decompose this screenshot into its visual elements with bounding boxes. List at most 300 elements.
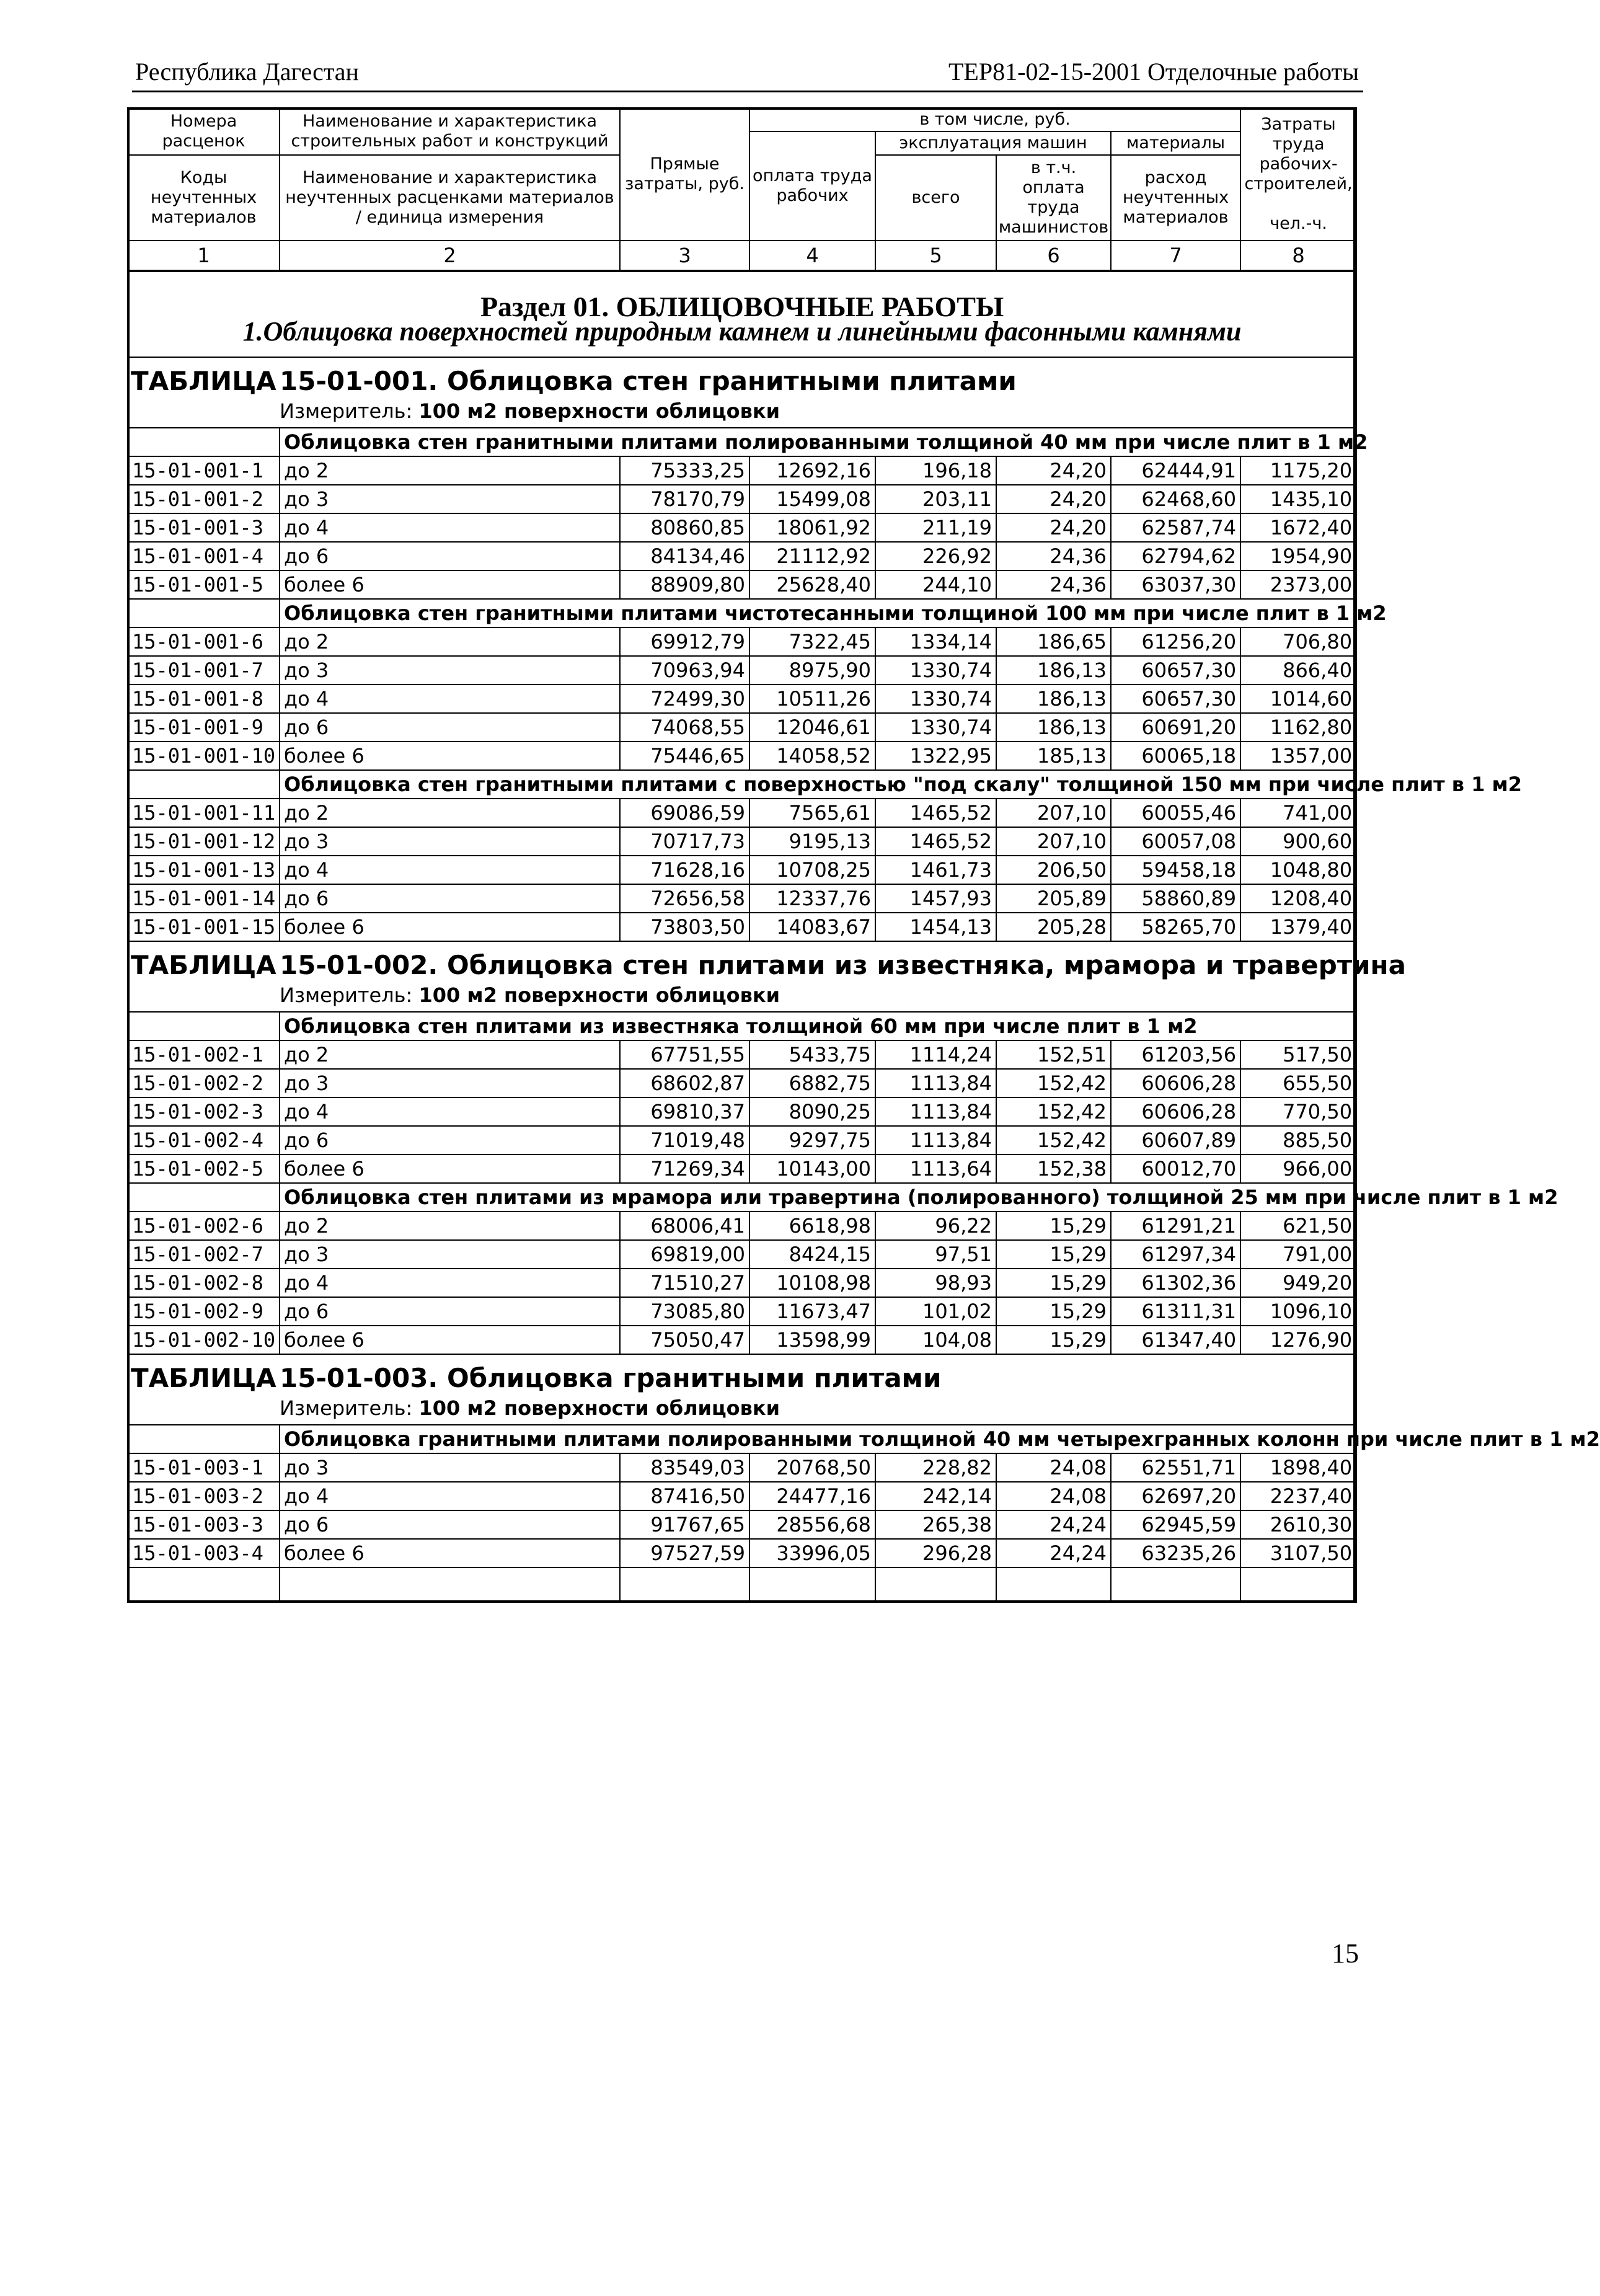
col-header-material-names: Наименование и характеристика неучтенных расценками материалов / единица измерения [280,155,620,241]
cell-work-param: до 2 [280,1212,620,1240]
cell-materials: 60657,30 [1111,656,1240,685]
cell-work-param: до 3 [280,656,620,685]
cell-materials: 62697,20 [1111,1482,1240,1510]
cell-machinist-pay: 205,89 [996,884,1111,913]
table-title [128,1354,1356,1425]
header-rule [132,91,1363,92]
group-header-row [128,428,1356,456]
cell-materials: 60055,46 [1111,799,1240,827]
header-document-code: ТЕР81-02-15-2001 Отделочные работы [948,58,1359,86]
cell-work-param: более 6 [280,1539,620,1567]
table-measure [128,1393,1356,1424]
cell-machinist-pay: 24,08 [996,1482,1111,1510]
cell-machines-total: 203,11 [875,485,996,513]
col-header-machines-total: всего [875,155,996,241]
cell-worker-pay: 10511,26 [749,685,875,713]
table-row [128,1326,1356,1354]
group-spacer [128,428,280,456]
cell-labor-hours: 1175,20 [1240,456,1356,485]
cell-rate-code: 15-01-003-4 [128,1539,280,1567]
column-number: 2 [280,241,620,271]
cell-machines-total: 96,22 [875,1212,996,1240]
cell-work-param: до 3 [280,1240,620,1269]
cell-machinist-pay: 206,50 [996,856,1111,884]
cell-materials: 61291,21 [1111,1212,1240,1240]
col-header-material-codes: Коды неучтенных материалов [128,155,280,241]
cell-machinist-pay: 152,42 [996,1069,1111,1097]
table-row [128,456,1356,485]
cell-machinist-pay: 15,29 [996,1297,1111,1326]
cell-machinist-pay: 185,13 [996,742,1111,770]
cell-worker-pay: 8975,90 [749,656,875,685]
table-row [128,485,1356,513]
cell-machinist-pay: 24,36 [996,542,1111,570]
cell-direct-costs: 70963,94 [620,656,749,685]
cell-direct-costs: 69086,59 [620,799,749,827]
measure-value: 100 м2 поверхности облицовки [418,1396,780,1420]
cell-machines-total: 196,18 [875,456,996,485]
cell-machines-total: 244,10 [875,570,996,599]
price-table [127,107,1600,1603]
cell-rate-code: 15-01-001-1 [128,456,280,485]
table-measure [128,396,1356,427]
cell-work-param: более 6 [280,913,620,941]
group-header-row [128,1012,1356,1040]
cell-materials: 61256,20 [1111,627,1240,656]
cell-direct-costs: 75050,47 [620,1326,749,1354]
cell-machines-total: 1330,74 [875,713,996,742]
table-row [128,1069,1356,1097]
cell-direct-costs: 84134,46 [620,542,749,570]
table-title-text [128,1355,1356,1393]
cell-labor-hours: 1357,00 [1240,742,1356,770]
cell-labor-hours: 517,50 [1240,1040,1356,1069]
table-title [128,941,1406,1012]
column-number: 8 [1240,241,1356,271]
cell-direct-costs: 71510,27 [620,1269,749,1297]
group-spacer [128,1183,280,1212]
cell-worker-pay: 7322,45 [749,627,875,656]
empty-row [128,1567,1356,1602]
cell-labor-hours: 2373,00 [1240,570,1356,599]
cell-machines-total: 1334,14 [875,627,996,656]
cell-direct-costs: 87416,50 [620,1482,749,1510]
cell-rate-code: 15-01-001-3 [128,513,280,542]
cell-machines-total: 1113,84 [875,1126,996,1155]
cell-rate-code: 15-01-001-11 [128,799,280,827]
col-header-rate-number: Номера расценок [128,108,280,155]
cell-worker-pay: 14058,52 [749,742,875,770]
cell-worker-pay: 18061,92 [749,513,875,542]
cell-machinist-pay: 186,13 [996,685,1111,713]
cell-worker-pay: 6618,98 [749,1212,875,1240]
col-header-direct-costs: Прямые затраты, руб. [620,108,749,241]
cell-machines-total: 1114,24 [875,1040,996,1069]
cell-rate-code: 15-01-002-7 [128,1240,280,1269]
cell-labor-hours: 770,50 [1240,1097,1356,1126]
table-row [128,742,1356,770]
cell-direct-costs: 67751,55 [620,1040,749,1069]
cell-worker-pay: 12337,76 [749,884,875,913]
cell-machines-total: 1330,74 [875,685,996,713]
cell-machines-total: 1322,95 [875,742,996,770]
cell-labor-hours: 1276,90 [1240,1326,1356,1354]
cell-machinist-pay: 24,24 [996,1539,1111,1567]
cell-labor-hours: 1014,60 [1240,685,1356,713]
cell-labor-hours: 866,40 [1240,656,1356,685]
cell-rate-code: 15-01-001-12 [128,827,280,856]
section-heading [128,271,1356,357]
cell-labor-hours: 900,60 [1240,827,1356,856]
table-row [128,884,1356,913]
column-number: 7 [1111,241,1240,271]
table-row [128,1539,1356,1567]
cell-labor-hours: 791,00 [1240,1240,1356,1269]
empty-cell [1240,1567,1356,1602]
cell-direct-costs: 72656,58 [620,884,749,913]
table-row [128,570,1356,599]
table-row [128,1297,1356,1326]
cell-machines-total: 1457,93 [875,884,996,913]
cell-worker-pay: 8424,15 [749,1240,875,1269]
table-row [128,1212,1356,1240]
table-measure [128,980,1356,1011]
cell-work-param: до 3 [280,1453,620,1482]
cell-machines-total: 98,93 [875,1269,996,1297]
cell-labor-hours: 1672,40 [1240,513,1356,542]
cell-work-param: до 2 [280,456,620,485]
cell-machines-total: 1113,84 [875,1097,996,1126]
empty-cell [128,1567,280,1602]
empty-cell [749,1567,875,1602]
cell-materials: 61347,40 [1111,1326,1240,1354]
cell-machines-total: 101,02 [875,1297,996,1326]
cell-work-param: до 6 [280,713,620,742]
cell-worker-pay: 10108,98 [749,1269,875,1297]
table-label: ТАБЛИЦА [131,366,276,396]
cell-rate-code: 15-01-001-4 [128,542,280,570]
col-header-machines: эксплуатация машин [875,131,1111,155]
cell-machinist-pay: 186,65 [996,627,1111,656]
cell-work-param: до 4 [280,1097,620,1126]
cell-rate-code: 15-01-001-5 [128,570,280,599]
cell-rate-code: 15-01-001-8 [128,685,280,713]
cell-materials: 63037,30 [1111,570,1240,599]
column-number: 4 [749,241,875,271]
cell-direct-costs: 97527,59 [620,1539,749,1567]
cell-materials: 60657,30 [1111,685,1240,713]
cell-materials: 60606,28 [1111,1069,1240,1097]
cell-labor-hours: 1208,40 [1240,884,1356,913]
cell-rate-code: 15-01-001-2 [128,485,280,513]
cell-machines-total: 1461,73 [875,856,996,884]
cell-worker-pay: 21112,92 [749,542,875,570]
cell-worker-pay: 5433,75 [749,1040,875,1069]
table-row [128,656,1356,685]
cell-direct-costs: 78170,79 [620,485,749,513]
group-spacer [128,1012,280,1040]
cell-direct-costs: 71628,16 [620,856,749,884]
cell-machinist-pay: 207,10 [996,827,1111,856]
cell-work-param: более 6 [280,1155,620,1183]
cell-materials: 61311,31 [1111,1297,1240,1326]
cell-direct-costs: 74068,55 [620,713,749,742]
cell-labor-hours: 1162,80 [1240,713,1356,742]
cell-work-param: до 4 [280,856,620,884]
group-header-row [128,599,1356,627]
cell-direct-costs: 88909,80 [620,570,749,599]
cell-machinist-pay: 15,29 [996,1240,1111,1269]
cell-machines-total: 1454,13 [875,913,996,941]
cell-machinist-pay: 15,29 [996,1326,1111,1354]
cell-materials: 61297,34 [1111,1240,1240,1269]
table-title-row [128,357,1356,428]
col-header-work-name: Наименование и характеристика строительных работ и конструкций [280,108,620,155]
cell-rate-code: 15-01-001-9 [128,713,280,742]
cell-rate-code: 15-01-001-10 [128,742,280,770]
cell-machinist-pay: 152,51 [996,1040,1111,1069]
group-name: Облицовка стен гранитными плитами с поверхностью "под скалу" толщиной 150 мм при числе плит в 1 м2 [280,770,1356,799]
empty-cell [280,1567,620,1602]
cell-labor-hours: 1379,40 [1240,913,1356,941]
cell-materials: 60065,18 [1111,742,1240,770]
cell-rate-code: 15-01-003-1 [128,1453,280,1482]
cell-machinist-pay: 24,08 [996,1453,1111,1482]
cell-worker-pay: 9195,13 [749,827,875,856]
cell-labor-hours: 949,20 [1240,1269,1356,1297]
group-spacer [128,1425,280,1453]
cell-direct-costs: 69912,79 [620,627,749,656]
cell-rate-code: 15-01-003-3 [128,1510,280,1539]
group-name: Облицовка стен гранитными плитами полированными толщиной 40 мм при числе плит в 1 м2 [280,428,1356,456]
cell-machinist-pay: 24,20 [996,513,1111,542]
measure-label: Измеритель: [280,399,413,423]
empty-cell [875,1567,996,1602]
price-table-frame [127,107,1600,2296]
measure-value: 100 м2 поверхности облицовки [418,399,780,423]
cell-materials: 58860,89 [1111,884,1240,913]
table-row [128,913,1356,941]
cell-labor-hours: 706,80 [1240,627,1356,656]
cell-machinist-pay: 207,10 [996,799,1111,827]
cell-materials: 62551,71 [1111,1453,1240,1482]
table-row [128,513,1356,542]
cell-materials: 62444,91 [1111,456,1240,485]
cell-direct-costs: 91767,65 [620,1510,749,1539]
cell-direct-costs: 72499,30 [620,685,749,713]
cell-worker-pay: 14083,67 [749,913,875,941]
group-name: Облицовка стен плитами из известняка толщиной 60 мм при числе плит в 1 м2 [280,1012,1356,1040]
cell-rate-code: 15-01-001-7 [128,656,280,685]
cell-work-param: более 6 [280,570,620,599]
cell-direct-costs: 70717,73 [620,827,749,856]
cell-work-param: до 4 [280,513,620,542]
cell-worker-pay: 28556,68 [749,1510,875,1539]
cell-machines-total: 265,38 [875,1510,996,1539]
cell-labor-hours: 1898,40 [1240,1453,1356,1482]
section-title: Раздел 01. ОБЛИЦОВОЧНЫЕ РАБОТЫ [480,291,1004,322]
cell-materials: 62945,59 [1111,1510,1240,1539]
cell-machinist-pay: 24,36 [996,570,1111,599]
cell-labor-hours: 1096,10 [1240,1297,1356,1326]
cell-rate-code: 15-01-001-13 [128,856,280,884]
table-row [128,799,1356,827]
cell-labor-hours: 966,00 [1240,1155,1356,1183]
cell-machines-total: 228,82 [875,1453,996,1482]
cell-work-param: до 6 [280,1297,620,1326]
column-number-row [128,241,1356,271]
measure-label: Измеритель: [280,1396,413,1420]
cell-machinist-pay: 205,28 [996,913,1111,941]
group-spacer [128,770,280,799]
table-row [128,1040,1356,1069]
col-header-materials: материалы [1111,131,1240,155]
cell-work-param: до 2 [280,627,620,656]
cell-worker-pay: 24477,16 [749,1482,875,1510]
cell-materials: 61302,36 [1111,1269,1240,1297]
cell-work-param: до 2 [280,1040,620,1069]
table-row [128,1240,1356,1269]
table-row [128,685,1356,713]
cell-labor-hours: 3107,50 [1240,1539,1356,1567]
cell-rate-code: 15-01-002-2 [128,1069,280,1097]
cell-labor-hours: 741,00 [1240,799,1356,827]
cell-work-param: до 2 [280,799,620,827]
cell-labor-hours: 1954,90 [1240,542,1356,570]
cell-machinist-pay: 152,42 [996,1126,1111,1155]
cell-machinist-pay: 186,13 [996,713,1111,742]
table-row [128,856,1356,884]
cell-worker-pay: 15499,08 [749,485,875,513]
group-spacer [128,599,280,627]
cell-worker-pay: 6882,75 [749,1069,875,1097]
cell-direct-costs: 83549,03 [620,1453,749,1482]
cell-direct-costs: 73085,80 [620,1297,749,1326]
table-name: 15-01-002. Облицовка стен плитами из известняка, мрамора и травертина [280,950,1406,980]
page-number: 15 [1332,1938,1359,1969]
cell-labor-hours: 885,50 [1240,1126,1356,1155]
cell-direct-costs: 69819,00 [620,1240,749,1269]
col-header-unaccounted-materials: расход неучтенных материалов [1111,155,1240,241]
cell-worker-pay: 13598,99 [749,1326,875,1354]
col-header-worker-pay: оплата труда рабочих [749,131,875,241]
group-header-row [128,1425,1356,1453]
cell-direct-costs: 80860,85 [620,513,749,542]
column-number: 1 [128,241,280,271]
table-name: 15-01-001. Облицовка стен гранитными плитами [280,366,1017,396]
table-title-row [128,1354,1356,1425]
cell-work-param: до 3 [280,485,620,513]
cell-materials: 62468,60 [1111,485,1240,513]
cell-worker-pay: 25628,40 [749,570,875,599]
cell-work-param: до 6 [280,884,620,913]
cell-direct-costs: 75446,65 [620,742,749,770]
cell-materials: 60012,70 [1111,1155,1240,1183]
cell-rate-code: 15-01-002-4 [128,1126,280,1155]
empty-cell [996,1567,1111,1602]
empty-cell [1111,1567,1240,1602]
table-row [128,827,1356,856]
table-row [128,1097,1356,1126]
cell-materials: 60606,28 [1111,1097,1240,1126]
cell-rate-code: 15-01-002-6 [128,1212,280,1240]
group-header-row [128,1183,1356,1212]
empty-cell [620,1567,749,1602]
cell-machines-total: 211,19 [875,513,996,542]
measure-label: Измеритель: [280,983,413,1007]
cell-rate-code: 15-01-002-9 [128,1297,280,1326]
cell-direct-costs: 68602,87 [620,1069,749,1097]
table-row [128,627,1356,656]
table-row [128,1126,1356,1155]
cell-labor-hours: 621,50 [1240,1212,1356,1240]
column-number: 3 [620,241,749,271]
cell-direct-costs: 73803,50 [620,913,749,941]
cell-machinist-pay: 152,38 [996,1155,1111,1183]
group-header-row [128,770,1356,799]
table-name: 15-01-003. Облицовка гранитными плитами [280,1363,942,1393]
cell-work-param: до 4 [280,685,620,713]
header-region: Республика Дагестан [135,58,359,86]
cell-labor-hours: 655,50 [1240,1069,1356,1097]
group-name: Облицовка стен гранитными плитами чистотесанными толщиной 100 мм при числе плит в 1 м2 [280,599,1356,627]
cell-rate-code: 15-01-002-1 [128,1040,280,1069]
table-row [128,1155,1356,1183]
col-header-labor-costs: Затраты труда рабочих-строителей, чел.-ч. [1240,108,1356,241]
cell-rate-code: 15-01-002-8 [128,1269,280,1297]
cell-machinist-pay: 24,24 [996,1510,1111,1539]
cell-machines-total: 296,28 [875,1539,996,1567]
cell-machinist-pay: 15,29 [996,1269,1111,1297]
cell-worker-pay: 8090,25 [749,1097,875,1126]
col-header-machinist-pay: в т.ч. оплата труда машинистов [996,155,1111,241]
cell-worker-pay: 7565,61 [749,799,875,827]
table-label: ТАБЛИЦА [131,950,276,980]
table-title [128,357,1356,428]
column-number: 6 [996,241,1111,271]
cell-materials: 60057,08 [1111,827,1240,856]
cell-work-param: более 6 [280,742,620,770]
cell-rate-code: 15-01-002-10 [128,1326,280,1354]
cell-work-param: более 6 [280,1326,620,1354]
cell-work-param: до 6 [280,1126,620,1155]
cell-worker-pay: 20768,50 [749,1453,875,1482]
cell-labor-hours: 1435,10 [1240,485,1356,513]
section-subtitle: 1.Облицовка поверхностей природным камнем и линейными фасонными камнями [242,316,1242,347]
col-header-including: в том числе, руб. [749,108,1240,131]
cell-machinist-pay: 186,13 [996,656,1111,685]
cell-machinist-pay: 24,20 [996,456,1111,485]
cell-machinist-pay: 152,42 [996,1097,1111,1126]
cell-machines-total: 1113,84 [875,1069,996,1097]
group-name: Облицовка гранитными плитами полированными толщиной 40 мм четырехгранных колонн при числе плит в 1 м2 [280,1425,1356,1453]
cell-rate-code: 15-01-003-2 [128,1482,280,1510]
measure-value: 100 м2 поверхности облицовки [418,983,780,1007]
cell-worker-pay: 33996,05 [749,1539,875,1567]
cell-materials: 63235,26 [1111,1539,1240,1567]
cell-materials: 62794,62 [1111,542,1240,570]
cell-rate-code: 15-01-001-14 [128,884,280,913]
table-title-text [128,942,1406,980]
cell-work-param: до 4 [280,1269,620,1297]
table-row [128,1453,1356,1482]
table-title-text [128,358,1356,396]
cell-direct-costs: 69810,37 [620,1097,749,1126]
cell-direct-costs: 75333,25 [620,456,749,485]
cell-direct-costs: 71019,48 [620,1126,749,1155]
cell-direct-costs: 68006,41 [620,1212,749,1240]
cell-work-param: до 4 [280,1482,620,1510]
